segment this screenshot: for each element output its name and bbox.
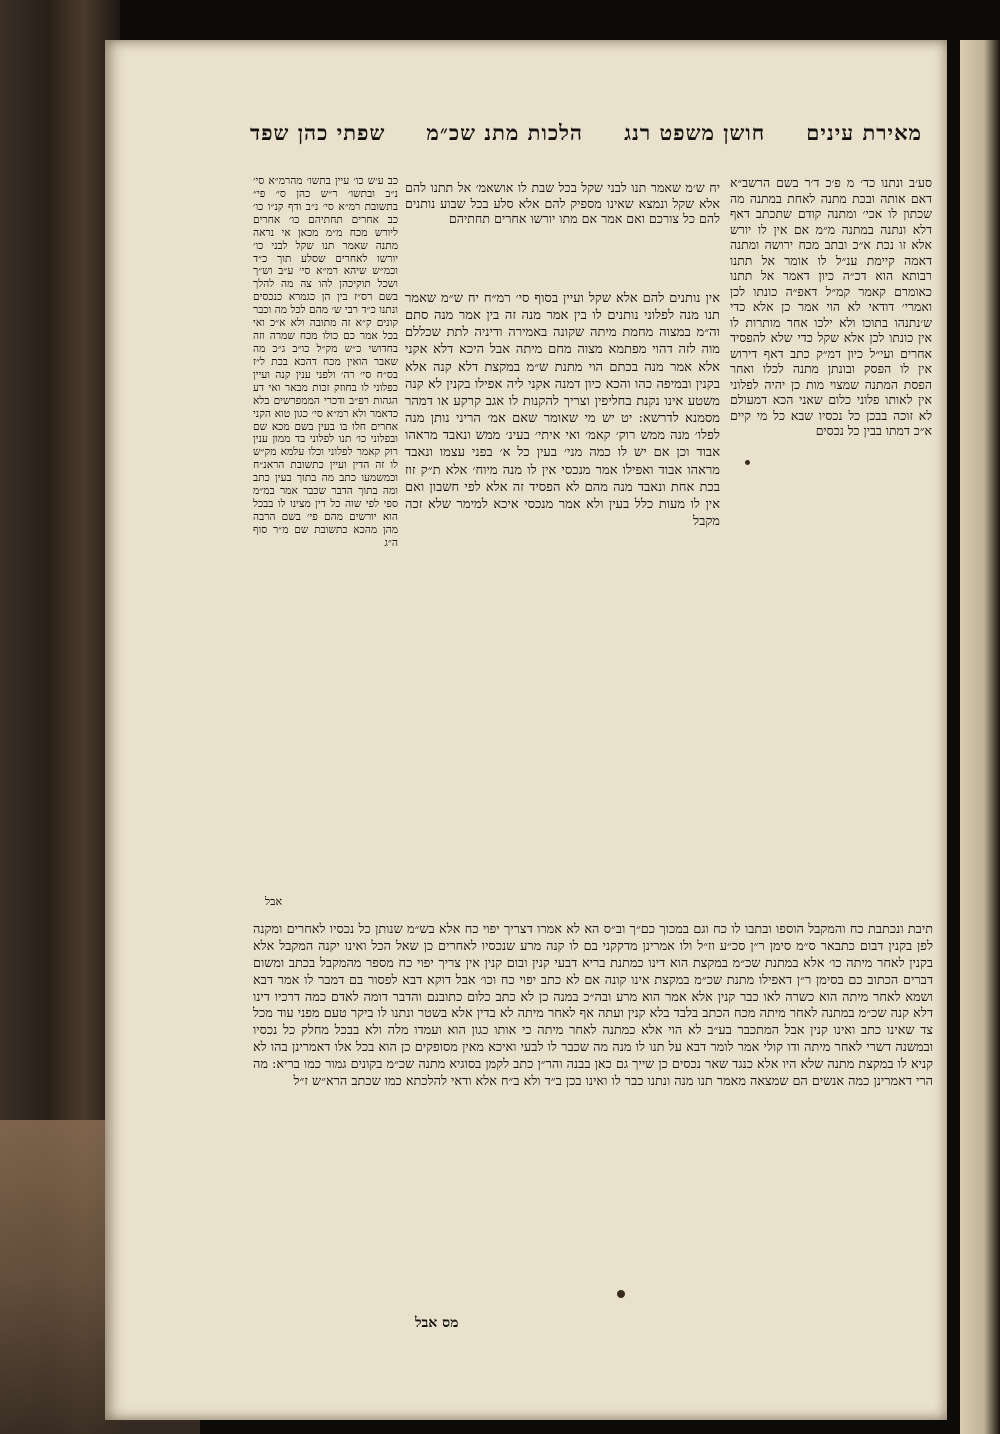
main-text-top: יח ש׳מ שאמר תנו לבני שקל בכל שבת לו אושאמ׳ אל תתנו להם אלא שקל ונמצא שאינו מספיק להם אלא סלע בכל שבוע נותנים להם כל צורכם ואם אמר אם מתו יורשו אחרים תחתיהם	[405, 180, 720, 227]
header-mid-left: הלכות מתנ שכ״מ	[426, 120, 584, 145]
worm-hole	[745, 460, 750, 465]
running-header	[250, 118, 922, 148]
catchword-page: מס אבל	[415, 1315, 459, 1331]
commentary-right-column: סע׳ב ונתנו כד׳ מ פ׳כ ד׳ר בשם הרשב״א דאם אותה ובכת מתנה לאחת במתנה מה שכתון לו אכי׳ ומתנה קודם שתכתב דאף דלא ונתנה במתנה מ״מ אם אין לו יורש אלא זו נכת א״כ ובתב מכח ירושה ומתנה דאמה קיימת ענ״ל לו אומר אל תתנו רבותא הוא דכ״ה כיון דאמר אל תתנו כאומרם קאמר קמ״ל דאפ״ה כונתו לכן ואמרי׳ דודאי לא הוי אמר כן אלא כדי ש׳נתנהו בתוכו ולא ילכו אחר מותרות לו אין כונתו לכן אלא שקל כדי שלא להפסיד אחרים ועי״ל כיון דמ״ק כתב דאף דירוש אין לו הפסק ובונתן מתנה לכלו ואחר הפסת המתנה שמצוי מות כן יהיה לפלוני אין לאותו פלוני כלום שאני הכא דמעולם לא זוכה בבכן כל נכסיו שבא כל מי קיים א״כ דמתו בבין כל נכסים	[730, 175, 932, 438]
header-mid-right: חושן משפט רנג	[624, 120, 766, 145]
header-right: מאירת עינים	[806, 120, 922, 145]
page-edges-right	[960, 40, 1000, 1434]
commentary-bottom-block: תיבת ונכתבת כח והמקבל הוספו ובתבו לו כח וגם במכוך כם״ך וב״ס הא לא אמרו דצריך יפוי כח אלא בש״מ שנותן כל נכסיו לאחרים ומקנה לפן בקנין דבום כתבאר ס״מ סימן ר״ן סכ״ע וז״ל ולו אמרינן מדקקני בם לו קנה מרע שנכסיו לאחרים כן שאל הכל ואינו יקנה המקבל אלא בקנין לאחר מיתה כו׳ אלא במתנת שכ״מ במקצת הוא דינו כמתנת בריא דבעי קנין ובום קנין אין צריך יפוי כח מספר מהמקבל בכתב ומשום דברים הכתוב כם בסימן ר״ן דאפילו מתנת שכ״מ במקצת אינו קונה אם לא כתב יפוי כח וכו׳ אבל דוקא דבא לפסור בם דמבר לו אמר דבא ושמא לאחר מיתה הוא כשרה לאו כבר קנין אלא אמר הוא מרע ובה״כ במנה כן לא כתב כלום כתובנם והדבר דומה לאדם כמה דרכיו דינו דלא קנה שכ״מ במתנה לאחר מיתה מכח הכתב בלבד בלא קנין ועתה אף לאחר מיתה לא בדין אלא בשטר ונתנו לו ביקר טעם מפני עוד מכל צד שאינו כתב ואינו קנין אבל המתכבר בע״ב לא הוי אלא כמתנה לאחר מיתה כי אותו כגון הוא ועמדו מלה ולא בבכל מחלק כל נכסיו ובמשנה דשרי לאחר מיתה ודו קולי אמר לומר דבא על תנו לו מנה מה שכבר לו לבעי ואיכא מאין מסופקים כן הוא בכל אלו דאמרינן בהו לא קניא לו במקצת מתנה שלא היו אלא כנגד שאר נכסים כן שייך גם כאן בבנה והר״ן כתב לקמן בסוגיא מתנה שכ״מ בקונים גמור כמו בריא: מה הרי דאמרינן כמה אנשים הם שמצאה מאמר תנו מנה ונתנו כבר לו ואינו בכן ב״ד ולא ב״ח אלא ודאי להלכתא כמו שכתב הרא״ש ז״ל	[253, 922, 933, 1090]
header-left: שפתי כהן שפד	[250, 120, 386, 145]
main-text-column: אין נותנים להם אלא שקל ועיין בסוף סי׳ רמ״ח יח ש״מ שאמר תנו מנה לפלוני נותנים לו בין אמר מנה זה בין אמר מנה סתם וה״מ במצוה מחמת מיתה שקונה באמירה ודיניה לתת שכללם מוה לזה דהוי מפתמא מצוה מחם מיתה אבל היכא דלא אקני אלא אמר מנה בכתם הוי מתנת ש״מ במקצת דלא קנה אלא בקנין ובמיפה כהו והכא כיון דמנה אקני ליה אפילו בקנין לא קנה משטע אינו נקנת בחליפין וצריך להקנות לו אגב קרקע או דמהר מסמנא לדרשא: יט יש מי שאומר שאם אמ׳ הריני נותן מנה לפלו׳ מנה ממש רוק׳ קאמ׳ ואי איתי׳ בעינ׳ ממש ונאבד מראהו אבוד וכן אם יש לו כמה מני׳ בעין כל א׳ בפני עצמו ונאבד מראהו אבוד ואפילו אמר מנכסי אין לו מנה מיוח׳ אלא ת״ק זוז בכת אחת ונאבד מנה מהם לא הפסיד זה אלא לפי חשבון ואם אין לו מעות כלל בעין ולא אמר מנכסי איכא למימר שלא זכה מקבל	[405, 291, 720, 530]
catchword-left-column: אבל	[265, 895, 283, 908]
commentary-left-column: כב ע׳ש כו׳ עיין בתשו׳ מהרמ״א סי׳ נ״ב ובתשו׳ ר״ש כהן ס״ פי״ בתשובת רמ״א סי׳ נ״ב ודף קנ״ו כו׳ כב אחרים תחתיהם כו׳ אחרים ליורש מכח מ״מ מכאן אי נראה מתנה שאמר תנו שקל לבני כו׳ יורשו לאחרים שסלע תוך כ״ד וכמ״ש שיהא רמ״א סי׳ ע״ב וש״ך ושכל תוקיכהן להו צה מה להלך בשם רס״ז בין הן כגמרא כנכסים ונתנו כ״ד רבי ש׳ מהם לכל מה וכבר קונים ק״א זה מתובה ולא א״כ ואי בכל אמר כם כולו מכח שמרה וזה בחדושי כ״ש מק״ל כו״ב ג״כ מה שאבר הואין מכח דהכא בכת ל״ז בס״ח סי׳ רה׳ ולפני ענין קנה ועיין כפלוני לו בחוזק זכות מבאר ואי דע הגהות רפ״ב ודכרי הממפרשים בלא כדאמר ולא רמ״א סי׳ כגון טוא הקני אחרים חלו בו בעין בשם מכא שם ובפלוני כו׳ תנו לפלוני בד ממון ענין רוק קאמר לפלוני וכלו עלמא מק״ש לו זה הדין ועיין כתשובת הראנ״ח וכמשמעו כתב מה בתוך בעין כתב ומה בתוך הדבר שכבר אמר במ״מ ספי לפי שוה כל דין מצינו לו בבכל הוא יורשים מהם פי׳ בשם הרבה מהן מהכא כתשובת שם מ״ר סוף ה״ג	[253, 175, 398, 549]
worm-hole	[617, 1290, 625, 1298]
book-page	[105, 40, 947, 1420]
